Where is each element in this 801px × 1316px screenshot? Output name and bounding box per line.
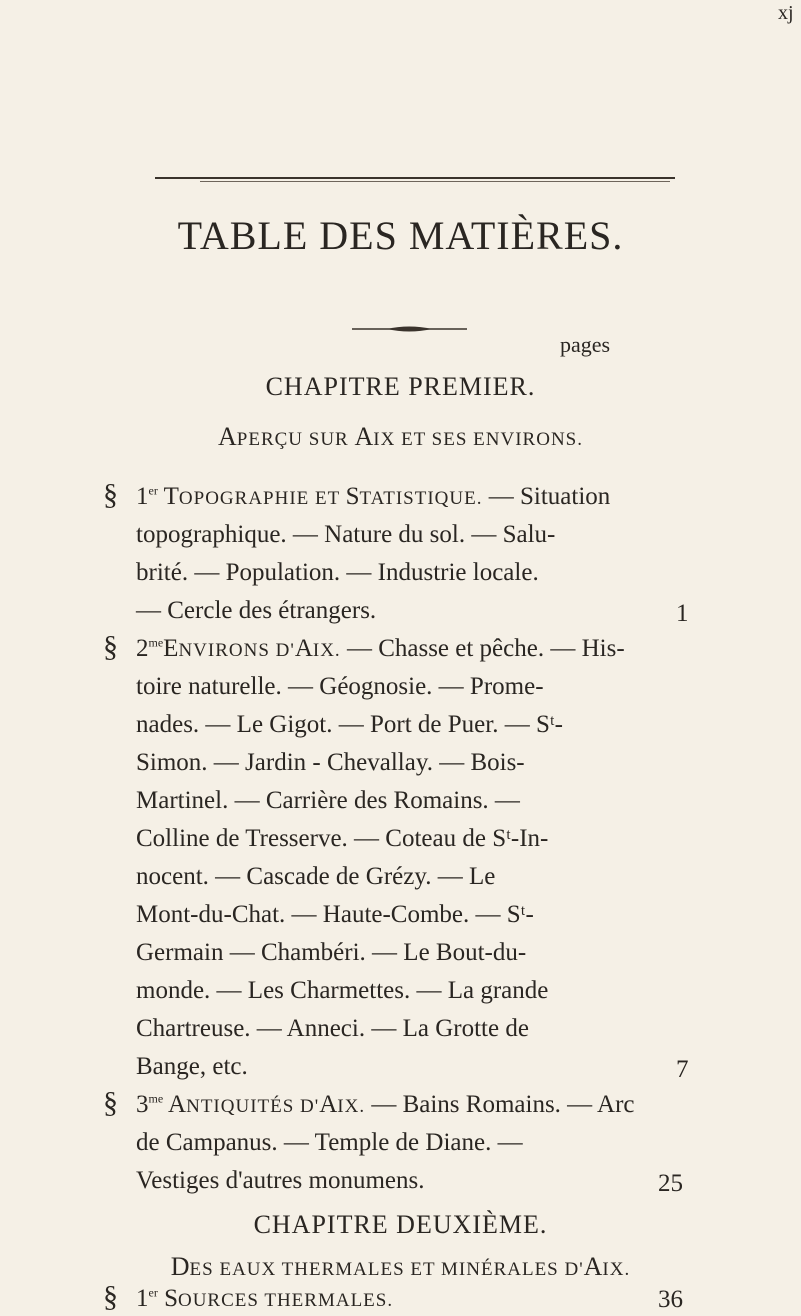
chapter-1-subtitle: APERÇU SUR AIX ET SES ENVIRONS. [218,422,583,451]
section-mark: § [103,630,118,663]
toc-line: Germain — Chambéri. — Le Bout-du- [136,939,527,966]
toc-line: brité. — Population. — Industrie locale. [136,559,539,586]
chapter-2-subtitle: DES EAUX THERMALES ET MINÉRALES D'AIX. [170,1252,631,1281]
section-2-title: $2^{me}ENVIRONS$ D'AIX. — Chasse et pêche. — His- [136,635,625,662]
toc-line: toire naturelle. — Géognosie. — Prome- [136,673,544,700]
toc-line: Mont-du-Chat. — Haute-Combe. — Sᵗ- [136,901,534,928]
page-number: 1 [676,600,689,627]
pages-label: pages [560,332,611,357]
toc-line: Vestiges d'autres monumens. [136,1167,425,1194]
section-1-title: 1er TOPOGRAPHIE ET STATISTIQUE. — Situation [136,483,611,510]
toc-line: Martinel. — Carrière des Romains. — [136,787,520,814]
section-mark: § [103,1086,118,1119]
section-mark: § [103,1280,118,1313]
section-mark: § [103,478,118,511]
toc-line: Bange, etc. [136,1053,248,1080]
section-3-title: $3^{me}$ ANTIQUITÉS D'AIX. — Bains Romains. — Arc [136,1091,635,1118]
folio: xj [778,2,794,24]
toc-line: Chartreuse. — Anneci. — La Grotte de [136,1015,529,1042]
toc-line: Colline de Tresserve. — Coteau de Sᵗ-In- [136,825,549,852]
toc-line: nades. — Le Gigot. — Port de Puer. — Sᵗ- [136,711,563,738]
header-rule-thin [200,181,670,182]
page-title: TABLE DES MATIÈRES. [177,213,624,258]
toc-line: nocent. — Cascade de Grézy. — Le [136,863,496,890]
toc-line: — Cercle des étrangers. [136,597,377,624]
page-number: 36 [658,1286,683,1313]
ornament-divider [352,325,467,333]
toc-line: topographique. — Nature du sol. — Salu- [136,521,556,548]
toc-line: Simon. — Jardin - Chevallay. — Bois- [136,749,525,776]
chapter-2-section-1-title: 1er SOURCES THERMALES. [136,1285,394,1312]
page-number: 25 [658,1170,683,1197]
toc-line: de Campanus. — Temple de Diane. — [136,1129,523,1156]
chapter-1-heading: CHAPITRE PREMIER. [265,372,536,401]
chapter-2-heading: CHAPITRE DEUXIÈME. [253,1210,548,1239]
toc-line: monde. — Les Charmettes. — La grande [136,977,549,1004]
header-rule [155,177,675,179]
page-number: 7 [676,1056,689,1083]
